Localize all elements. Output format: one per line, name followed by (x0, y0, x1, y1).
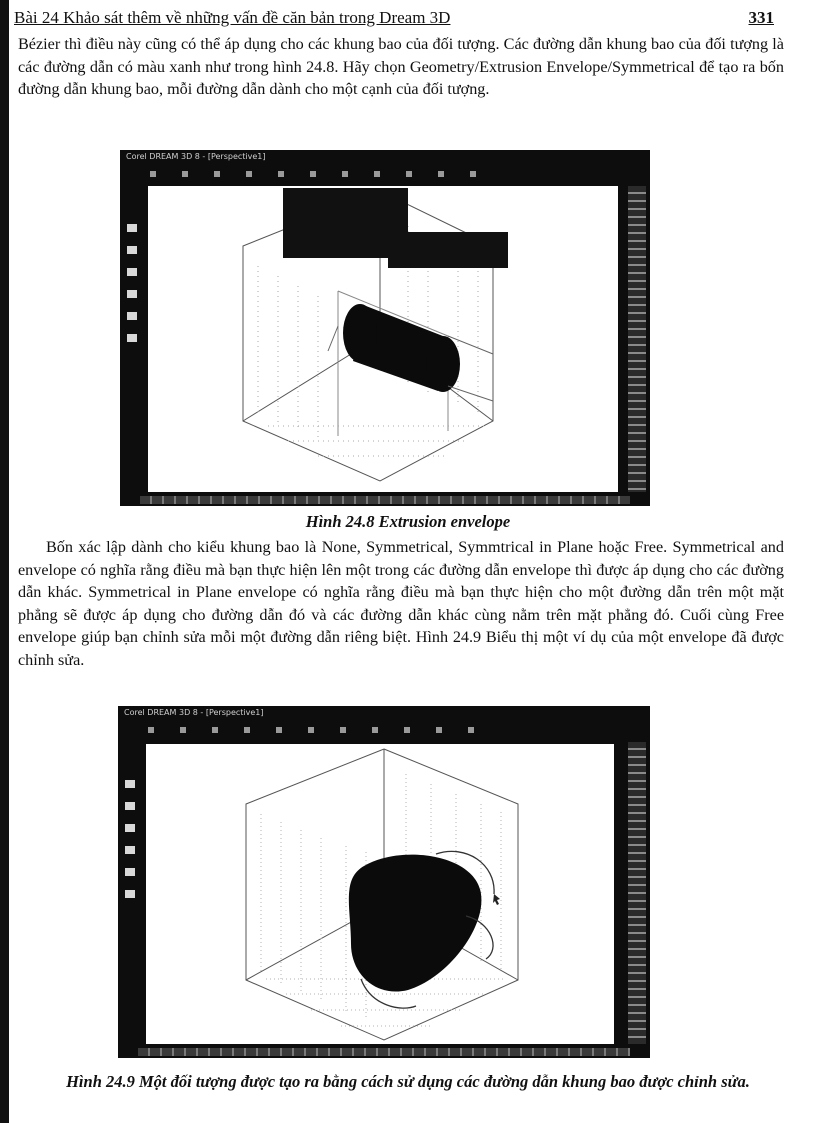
figure-24-8-screenshot (120, 150, 650, 506)
page-number: 331 (748, 8, 774, 27)
toolbar-icons (150, 164, 590, 174)
3d-canvas (148, 186, 618, 492)
figure-window-title: Corel DREAM 3D 8 - [Perspective1] (126, 152, 266, 161)
3d-canvas (146, 744, 614, 1044)
paragraph-envelope-types: Bốn xác lập dành cho kiểu khung bao là None, Symmetrical, Symmtrical in Plane hoặc Free. Symmetrical and envelope có nghĩa rằng điều mà bạn thực hiện lên một trong các đường dẫn envelope thì được áp dụng cho các đường dẫn khác. Symmetrical in Plane envelope có nghĩa rằng điều mà bạn thực hiện cho một đường dẫn trên một mặt phẳng sẽ được áp dụng cho đường dẫn đó và các đường dẫn khác cùng nằm trên mặt phẳng đó. Cuối cùng Free envelope giúp bạn chỉnh sửa mỗi một đường dẫn riêng biệt. Hình 24.9 Biểu thị một ví dụ của một envelope đã được chỉnh sửa. (18, 538, 784, 669)
figure-24-8-caption: Hình 24.8 Extrusion envelope (305, 512, 511, 531)
extrusion-envelope-drawing (148, 186, 618, 492)
figure-24-9-screenshot (118, 706, 650, 1058)
right-palette (628, 742, 646, 1044)
tool-palette (121, 766, 139, 946)
page-header (14, 6, 774, 32)
tool-palette (123, 210, 141, 390)
right-palette (628, 186, 646, 492)
paragraph-intro: Bézier thì điều này cũng có thể áp dụng cho các khung bao của đối tượng. Các đường dẫn khung bao của đối tượng là các đường dẫn có màu xanh như trong hình 24.8. Hãy chọn Geometry/Extrusion Envelope/Symmetrical để tạo ra bốn đường dẫn khung bao, mỗi đường dẫn dành cho một cạnh của đối tượng. (18, 35, 784, 98)
figure-24-9-caption: Hình 24.9 Một đối tượng được tạo ra bằng cách sử dụng các đường dẫn khung bao được chỉnh sửa. (66, 1072, 750, 1091)
toolbar-icons (148, 720, 590, 730)
chapter-title: Bài 24 Khảo sát thêm về những vấn đề căn bản trong Dream 3D (14, 8, 451, 27)
figure-window-title: Corel DREAM 3D 8 - [Perspective1] (124, 708, 264, 717)
status-bar (140, 496, 630, 504)
page-spine-edge (0, 0, 9, 1123)
status-bar (138, 1048, 630, 1056)
edited-envelope-drawing (146, 744, 614, 1044)
